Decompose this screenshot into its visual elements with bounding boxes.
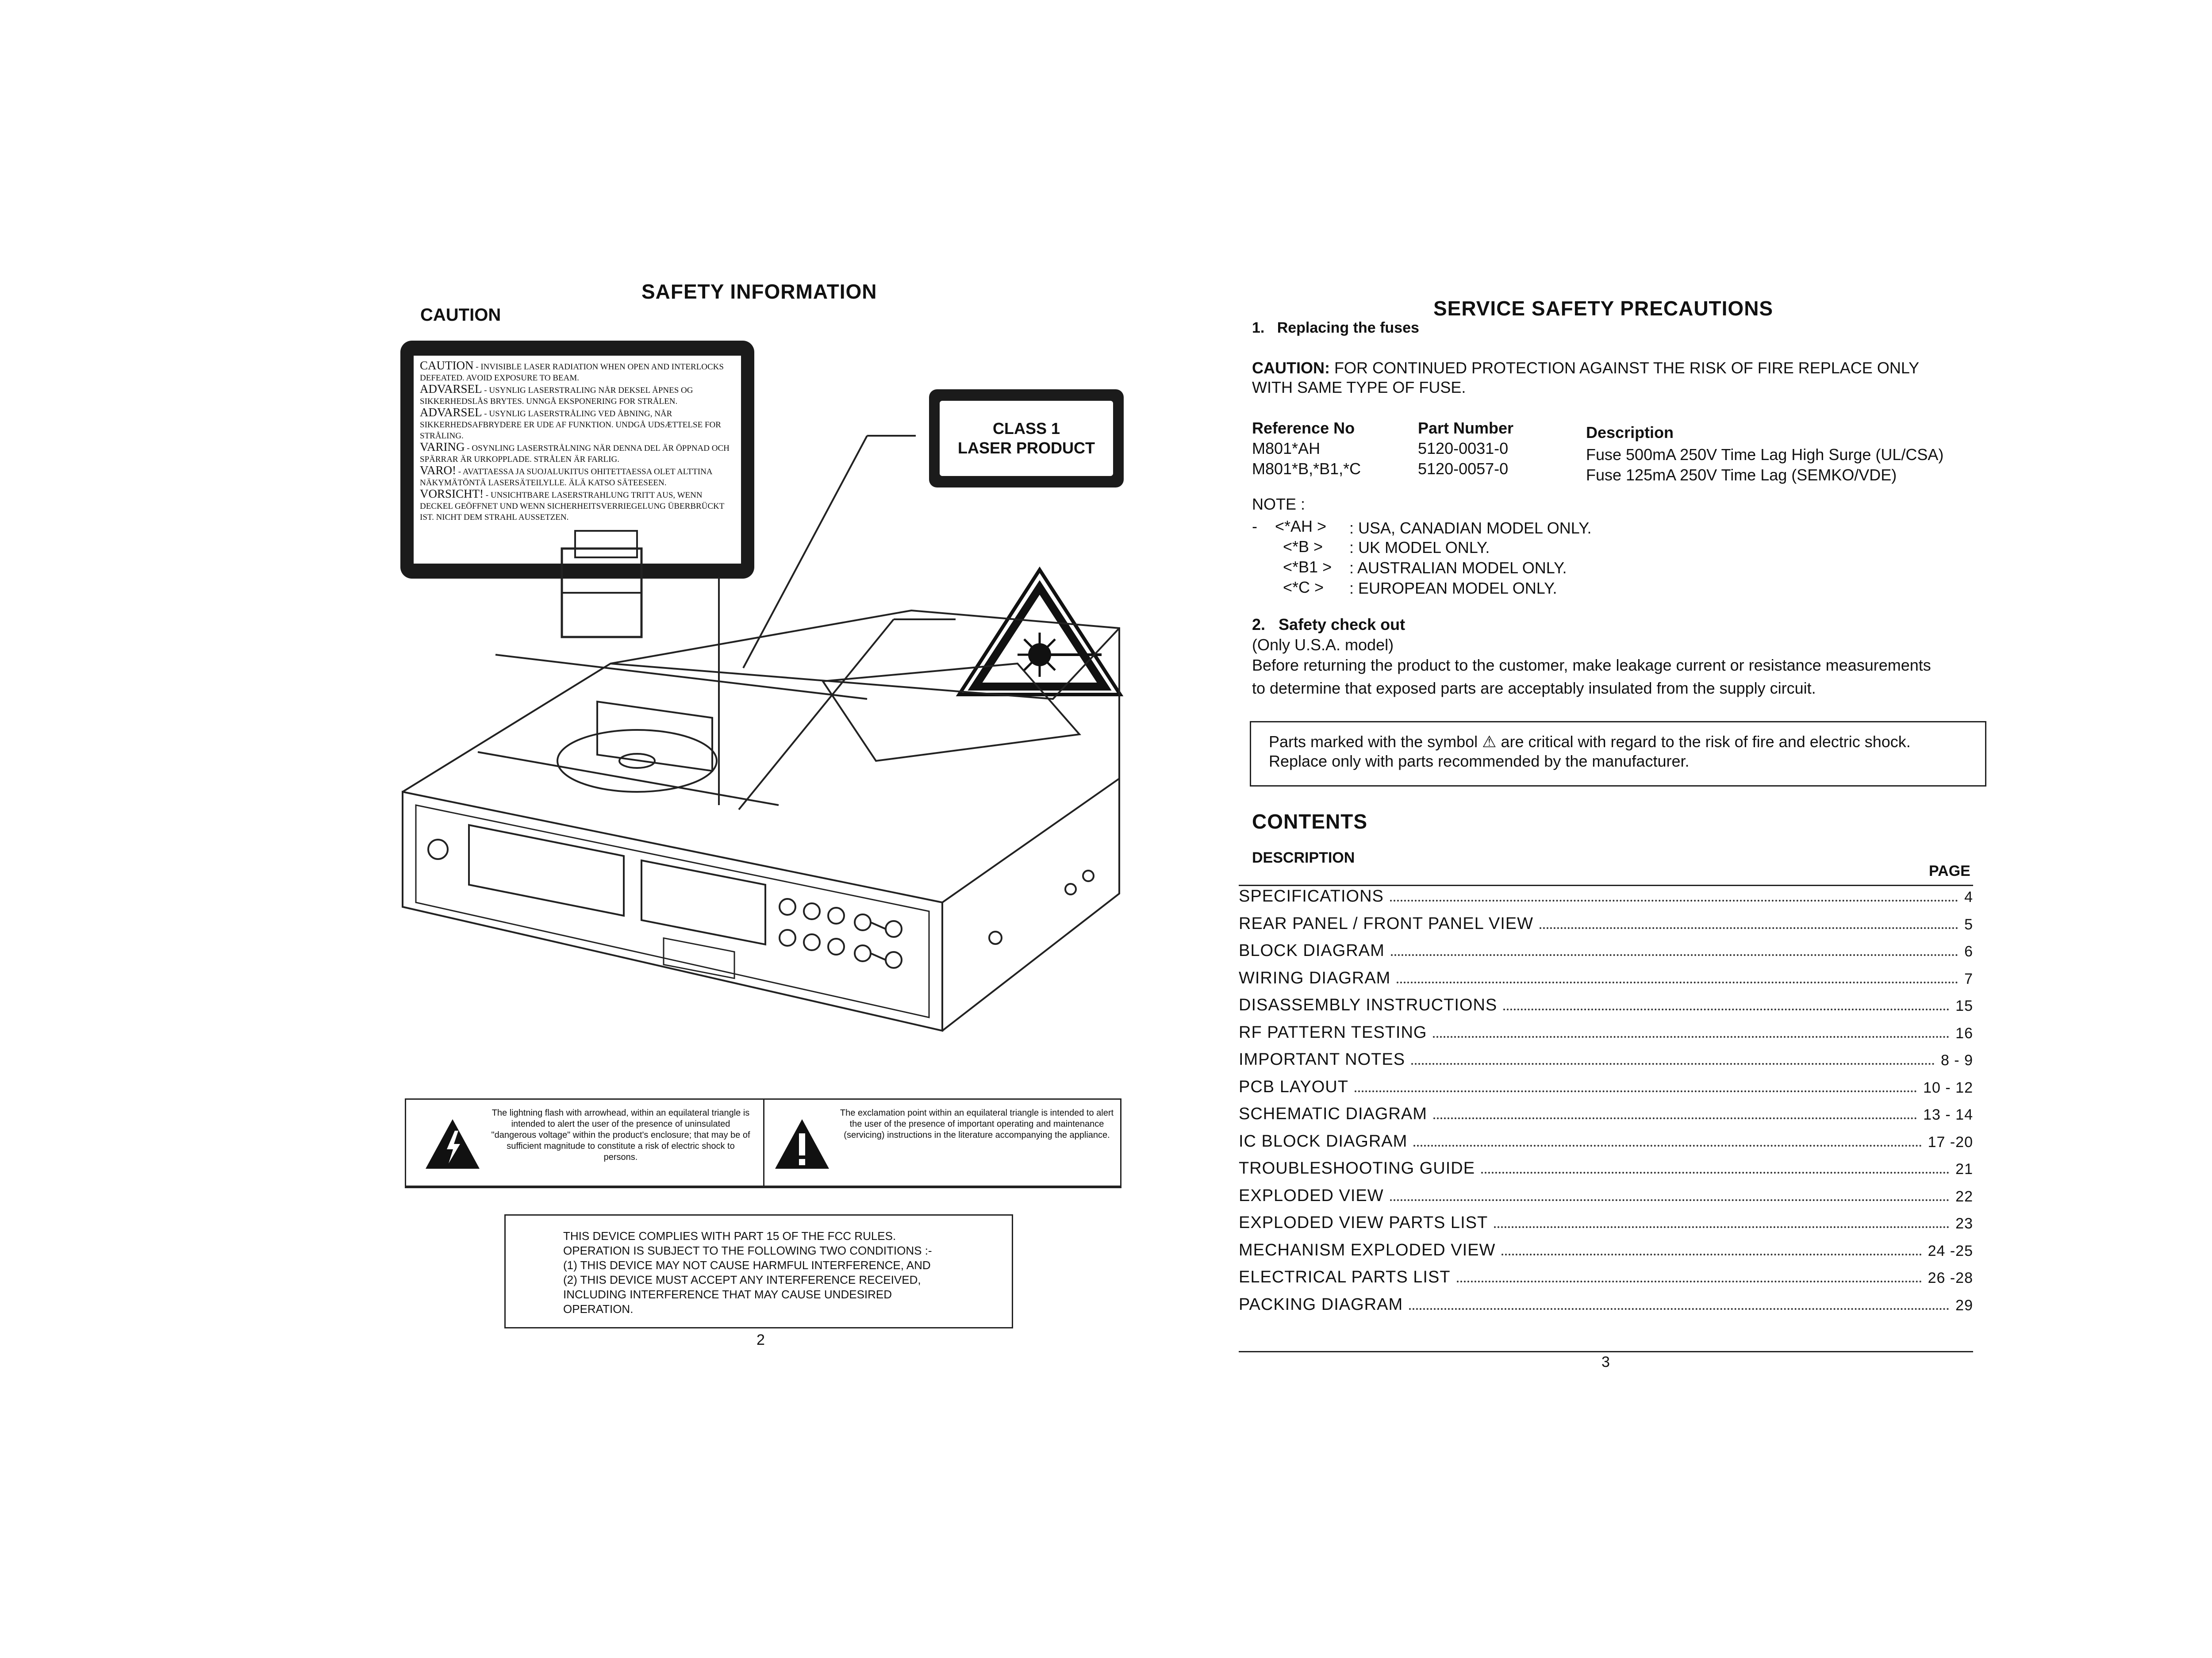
warning-symbols-box	[405, 1098, 1121, 1187]
contents-row-leader	[1391, 954, 1958, 956]
fcc-line: OPERATION.	[563, 1302, 634, 1316]
laser-label-keyword: VARO!	[420, 464, 457, 477]
caution-heading: CAUTION	[420, 305, 501, 325]
note-code: <*C >	[1283, 578, 1324, 596]
contents-row-label: RF PATTERN TESTING	[1239, 1023, 1427, 1042]
laser-label-keyword: ADVARSEL	[420, 406, 482, 419]
contents-row	[1239, 1020, 1973, 1042]
section2-heading: 2. Safety check out	[1252, 615, 1406, 633]
contents-row-leader	[1502, 1254, 1921, 1255]
contents-row-leader	[1457, 1281, 1922, 1282]
fuse-row-ref: M801*B,*B1,*C	[1252, 460, 1361, 478]
fuse-header-part: Part Number	[1418, 419, 1514, 437]
contents-row-leader	[1409, 1308, 1949, 1310]
contents-row	[1239, 1292, 1973, 1314]
contents-row-page: 8 - 9	[1940, 1052, 1973, 1069]
fuse-row-part: 5120-0031-0	[1418, 439, 1509, 457]
section2-sub: (Only U.S.A. model)	[1252, 636, 1394, 654]
contents-row-page: 7	[1964, 971, 1973, 987]
contents-row-leader	[1355, 1090, 1917, 1092]
contents-row-label: PCB LAYOUT	[1239, 1078, 1348, 1096]
fuse-row-desc: Fuse 125mA 250V Time Lag (SEMKO/VDE)	[1586, 466, 1897, 484]
contents-row-page: 13 - 14	[1923, 1106, 1973, 1123]
lightning-warning-icon	[424, 1117, 481, 1171]
contents-row-page: 10 - 12	[1923, 1079, 1973, 1096]
fcc-line: OPERATION IS SUBJECT TO THE FOLLOWING TWO CONDITIONS :-	[563, 1244, 932, 1257]
note-text: : USA, CANADIAN MODEL ONLY.	[1349, 519, 1592, 537]
contents-row-label: EXPLODED VIEW PARTS LIST	[1239, 1213, 1488, 1232]
exclamation-warning-icon	[773, 1117, 831, 1171]
contents-row-leader	[1390, 900, 1958, 902]
section1-heading: 1. Replacing the fuses	[1252, 319, 1419, 336]
contents-row	[1239, 993, 1973, 1015]
laser-label-text: - USYNLIG LASERSTRÅLING VED ÅBNING, NÅR SIKKERHEDSAFBRYDERE ER UDE AF FUNKTION. UNDGÅ UDSÆTTELSE FOR STRÅLING.	[420, 409, 721, 441]
contents-row-label: IMPORTANT NOTES	[1239, 1050, 1406, 1069]
note-code: <*B >	[1283, 537, 1323, 556]
fcc-line: INCLUDING INTERFERENCE THAT MAY CAUSE UNDESIRED	[563, 1288, 892, 1301]
contents-row-label: REAR PANEL / FRONT PANEL VIEW	[1239, 914, 1533, 933]
contents-row-page: 4	[1964, 889, 1973, 906]
laser-label-text: - USYNLIG LASERSTRALING NÅR DEKSEL ÅPNES OG SIKKERHEDSLÅS BRYTES. UNNGÅ EKSPONERING FOR STRÅLEN.	[420, 386, 693, 406]
notice-line: Replace only with parts recommended by the manufacturer.	[1269, 752, 1690, 770]
note-code: <*B1 >	[1283, 558, 1332, 576]
note-text: : EUROPEAN MODEL ONLY.	[1349, 579, 1557, 597]
laser-label-keyword: ADVARSEL	[420, 382, 482, 395]
fcc-line: THIS DEVICE COMPLIES WITH PART 15 OF THE FCC RULES.	[563, 1229, 896, 1243]
contents-row-page: 23	[1955, 1215, 1973, 1232]
lightning-warning-text: The lightning flash with arrowhead, within an equilateral triangle is intended to alert the user of the presence of uninsulated "dangerous voltage" within the product's enclosure; that may be of sufficient magnitude to constitute a risk of electric shock to persons.	[491, 1108, 750, 1162]
left-page-title: SAFETY INFORMATION	[641, 280, 877, 303]
laser-label-text: - AVATTAESSA JA SUOJALUKITUS OHITETTAESSA OLET ALTTINA NÄKYMÄTÖNTÄ LASERSÄTEILYLLE. ÄLÄ KATSO SÄTEESEEN.	[420, 467, 712, 487]
laser-label-paragraph	[420, 384, 735, 407]
contents-row-page: 21	[1955, 1161, 1973, 1178]
contents-row-page: 6	[1964, 943, 1973, 960]
right-page-title: SERVICE SAFETY PRECAUTIONS	[1433, 297, 1774, 320]
class1-line2: LASER PRODUCT	[957, 439, 1095, 457]
contents-bottom-rule	[1239, 1351, 1973, 1352]
contents-row	[1239, 966, 1973, 988]
contents-row-label: ELECTRICAL PARTS LIST	[1239, 1268, 1451, 1286]
laser-label-keyword: CAUTION	[420, 359, 474, 372]
exclamation-warning-text: The exclamation point within an equilateral triangle is intended to alert the user of the presence of important operating and maintenance (servicing) instructions in the literature accompanying the appliance.	[840, 1108, 1114, 1140]
contents-row-leader	[1433, 1117, 1917, 1119]
fuse-row-part: 5120-0057-0	[1418, 460, 1509, 478]
laser-label-text: - OSYNLING LASERSTRÅLNING NÄR DENNA DEL ÄR ÖPPNAD OCH SPÄRRAR ÄR URKOPPLADE. STRÅLEN ÄR FARLIG.	[420, 444, 730, 464]
fcc-line: (2) THIS DEVICE MUST ACCEPT ANY INTERFERENCE RECEIVED,	[563, 1273, 921, 1286]
fuse-row-desc: Fuse 500mA 250V Time Lag High Surge (UL/CSA)	[1586, 445, 1944, 464]
caution-text: FOR CONTINUED PROTECTION AGAINST THE RISK OF FIRE REPLACE ONLY	[1329, 359, 1920, 377]
contents-row-label: SCHEMATIC DIAGRAM	[1239, 1105, 1427, 1123]
class1-line1: CLASS 1	[992, 419, 1060, 438]
contents-row-label: BLOCK DIAGRAM	[1239, 941, 1385, 960]
contents-row-page: 16	[1955, 1025, 1973, 1042]
contents-row-label: DISASSEMBLY INSTRUCTIONS	[1239, 996, 1498, 1014]
contents-row-page: 15	[1955, 998, 1973, 1014]
contents-row-page: 24 -25	[1928, 1243, 1973, 1259]
contents-title: CONTENTS	[1252, 810, 1367, 833]
contents-row-label: WIRING DIAGRAM	[1239, 969, 1391, 987]
contents-row-label: IC BLOCK DIAGRAM	[1239, 1132, 1408, 1151]
contents-row-leader	[1481, 1172, 1949, 1174]
contents-row	[1239, 1265, 1973, 1287]
left-page-number: 2	[757, 1332, 765, 1348]
contents-row	[1239, 1183, 1973, 1205]
fuse-row-ref: M801*AH	[1252, 439, 1321, 457]
contents-row	[1239, 1047, 1973, 1069]
section2-text: to determine that exposed parts are acceptably insulated from the supply circuit.	[1252, 679, 1816, 697]
fuse-header-ref: Reference No	[1252, 419, 1355, 437]
contents-row-page: 29	[1955, 1297, 1973, 1314]
contents-row-leader	[1494, 1226, 1949, 1228]
fuse-header-desc: Description	[1586, 423, 1674, 441]
contents-row-leader	[1433, 1036, 1949, 1038]
caution-text-2: WITH SAME TYPE OF FUSE.	[1252, 378, 1466, 396]
section2-text: Before returning the product to the customer, make leakage current or resistance measurements	[1252, 656, 1931, 674]
contents-row-page: 26 -28	[1928, 1270, 1973, 1286]
contents-row-label: SPECIFICATIONS	[1239, 887, 1384, 906]
contents-row	[1239, 1156, 1973, 1178]
contents-row-label: EXPLODED VIEW	[1239, 1186, 1384, 1205]
laser-label-keyword: VARING	[420, 440, 465, 453]
contents-row	[1239, 911, 1973, 933]
contents-row	[1239, 938, 1973, 960]
fcc-compliance-box	[504, 1214, 1013, 1328]
note-text: : AUSTRALIAN MODEL ONLY.	[1349, 559, 1567, 577]
contents-row	[1239, 1129, 1973, 1151]
contents-row-label: PACKING DIAGRAM	[1239, 1295, 1403, 1314]
contents-row-leader	[1503, 1009, 1949, 1010]
cd-player-illustration	[389, 425, 1141, 1053]
left-page-rule	[405, 1187, 1121, 1188]
note-code: - <*AH >	[1252, 517, 1327, 535]
caution-keyword: CAUTION:	[1252, 359, 1330, 377]
contents-row-label: MECHANISM EXPLODED VIEW	[1239, 1241, 1496, 1259]
note-text: : UK MODEL ONLY.	[1349, 538, 1490, 557]
page-header: PAGE	[1929, 863, 1970, 879]
notice-line: Parts marked with the symbol ⚠ are critical with regard to the risk of fire and electric shock.	[1269, 733, 1911, 751]
right-page-number: 3	[1601, 1354, 1610, 1370]
contents-row-leader	[1397, 982, 1958, 983]
contents-row-leader	[1540, 927, 1958, 929]
contents-row-leader	[1411, 1063, 1935, 1065]
laser-label-paragraph	[420, 360, 735, 384]
contents-row	[1239, 884, 1973, 906]
fuse-caution	[1252, 358, 1982, 397]
critical-parts-notice	[1250, 721, 1986, 787]
contents-row	[1239, 1075, 1973, 1097]
contents-row-page: 22	[1955, 1188, 1973, 1205]
contents-row-leader	[1413, 1145, 1921, 1147]
contents-row-page: 5	[1964, 916, 1973, 933]
description-header: DESCRIPTION	[1252, 849, 1355, 866]
contents-row	[1239, 1101, 1973, 1124]
contents-row	[1239, 1210, 1973, 1232]
fcc-line: (1) THIS DEVICE MAY NOT CAUSE HARMFUL INTERFERENCE, AND	[563, 1259, 931, 1272]
laser-label-text: - INVISIBLE LASER RADIATION WHEN OPEN AND INTERLOCKS DEFEATED. AVOID EXPOSURE TO BEAM.	[420, 362, 724, 383]
laser-label-keyword: VORSICHT!	[420, 487, 484, 500]
contents-row	[1239, 1238, 1973, 1260]
note-label: NOTE :	[1252, 495, 1306, 513]
contents-row-leader	[1390, 1199, 1950, 1201]
contents-row-label: TROUBLESHOOTING GUIDE	[1239, 1159, 1475, 1178]
laser-label-text: - UNSICHTBARE LASERSTRAHLUNG TRITT AUS, WENN DECKEL GEÖFFNET UND WENN SICHERHEITSVERRIEGELUNG ÜBERBRÜCKT IST. NICHT DEM STRAHL AUSSETZEN.	[420, 491, 725, 522]
contents-row-page: 17 -20	[1928, 1134, 1973, 1151]
